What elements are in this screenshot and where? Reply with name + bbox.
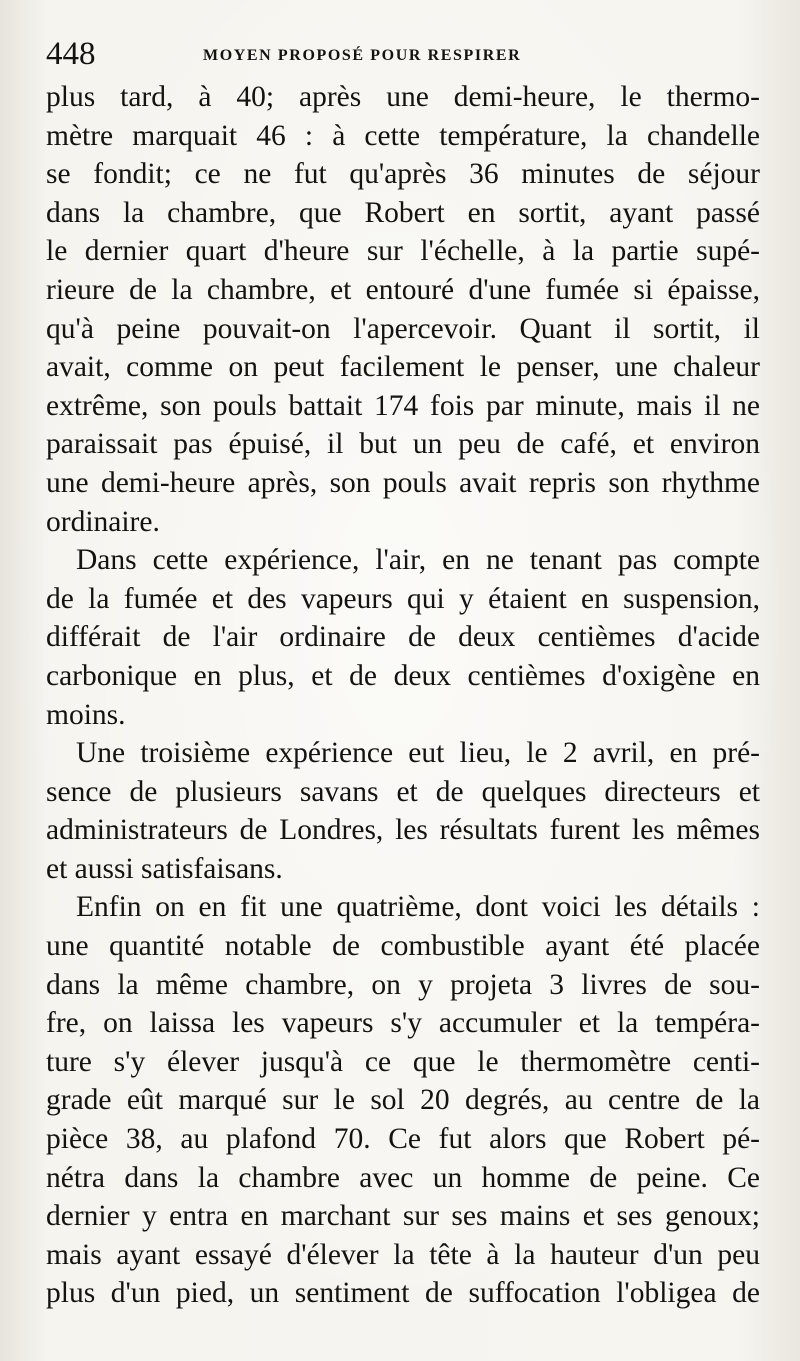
text-line: dans la même chambre, on y projeta 3 livres de sou- [46,968,760,1001]
text-line: dans la chambre, que Robert en sortit, ayant passé [46,196,760,229]
text-line: plus tard, à 40; après une demi-heure, le thermo- [46,81,760,113]
text-line: moins. [46,698,126,731]
text-line: rieure de la chambre, et entouré d'une fumée si épaisse, [46,273,760,306]
text-line: ture s'y élever jusqu'à ce que le thermomètre centi- [46,1045,760,1078]
text-line: une demi-heure après, son pouls avait repris son rhythme [46,466,760,499]
body-text [46,78,760,1313]
text-line: mètre marquait 46 : à cette température, la chandelle [46,119,760,152]
text-line: de la fumée et des vapeurs qui y étaient en suspension, [46,582,760,615]
text-line: plus d'un pied, un sentiment de suffocation l'obligea de [46,1277,760,1310]
text-line: Une troisième expérience eut lieu, le 2 avril, en pré- [76,737,760,770]
text-line: grade eût marqué sur le sol 20 degrés, au centre de la [46,1084,760,1117]
text-line: paraissait pas épuisé, il but un peu de café, et environ [46,428,760,461]
text-line: fre, on laissa les vapeurs s'y accumuler et la tempéra- [46,1007,760,1040]
text-line: pièce 38, au plafond 70. Ce fut alors que Robert pé- [46,1123,760,1156]
text-line: qu'à peine pouvait-on l'apercevoir. Quant il sortit, il [46,312,760,345]
text-line: administrateurs de Londres, les résultats furent les mêmes [46,814,760,847]
text-line: se fondit; ce ne fut qu'après 36 minutes de séjour [46,158,760,191]
text-line: ordinaire. [46,505,160,538]
page-header [46,34,746,78]
text-line: Enfin on en fit une quatrième, dont voici les détails : [76,891,760,924]
text-line: dernier y entra en marchant sur ses mains et ses genoux; [46,1200,760,1233]
text-line: le dernier quart d'heure sur l'échelle, à la partie supé- [46,235,760,268]
text-line: extrême, son pouls battait 174 fois par minute, mais il ne [46,389,760,422]
text-line: différait de l'air ordinaire de deux centièmes d'acide [46,621,760,654]
text-line: une quantité notable de combustible ayant été placée [46,930,760,963]
text-line: avait, comme on peut facilement le penser, une chaleur [46,351,760,384]
page-number: 448 [46,36,96,72]
text-line: Dans cette expérience, l'air, en ne tenant pas compte [76,544,760,577]
text-line: sence de plusieurs savans et de quelques directeurs et [46,775,760,808]
text-line: mais ayant essayé d'élever la tête à la hauteur d'un peu [46,1238,760,1271]
text-line: et aussi satisfaisans. [46,852,283,885]
running-head: MOYEN PROPOSÉ POUR RESPIRER [203,47,522,64]
text-line: carbonique en plus, et de deux centièmes d'oxigène en [46,659,760,692]
text-line: nétra dans la chambre avec un homme de peine. Ce [46,1161,760,1194]
